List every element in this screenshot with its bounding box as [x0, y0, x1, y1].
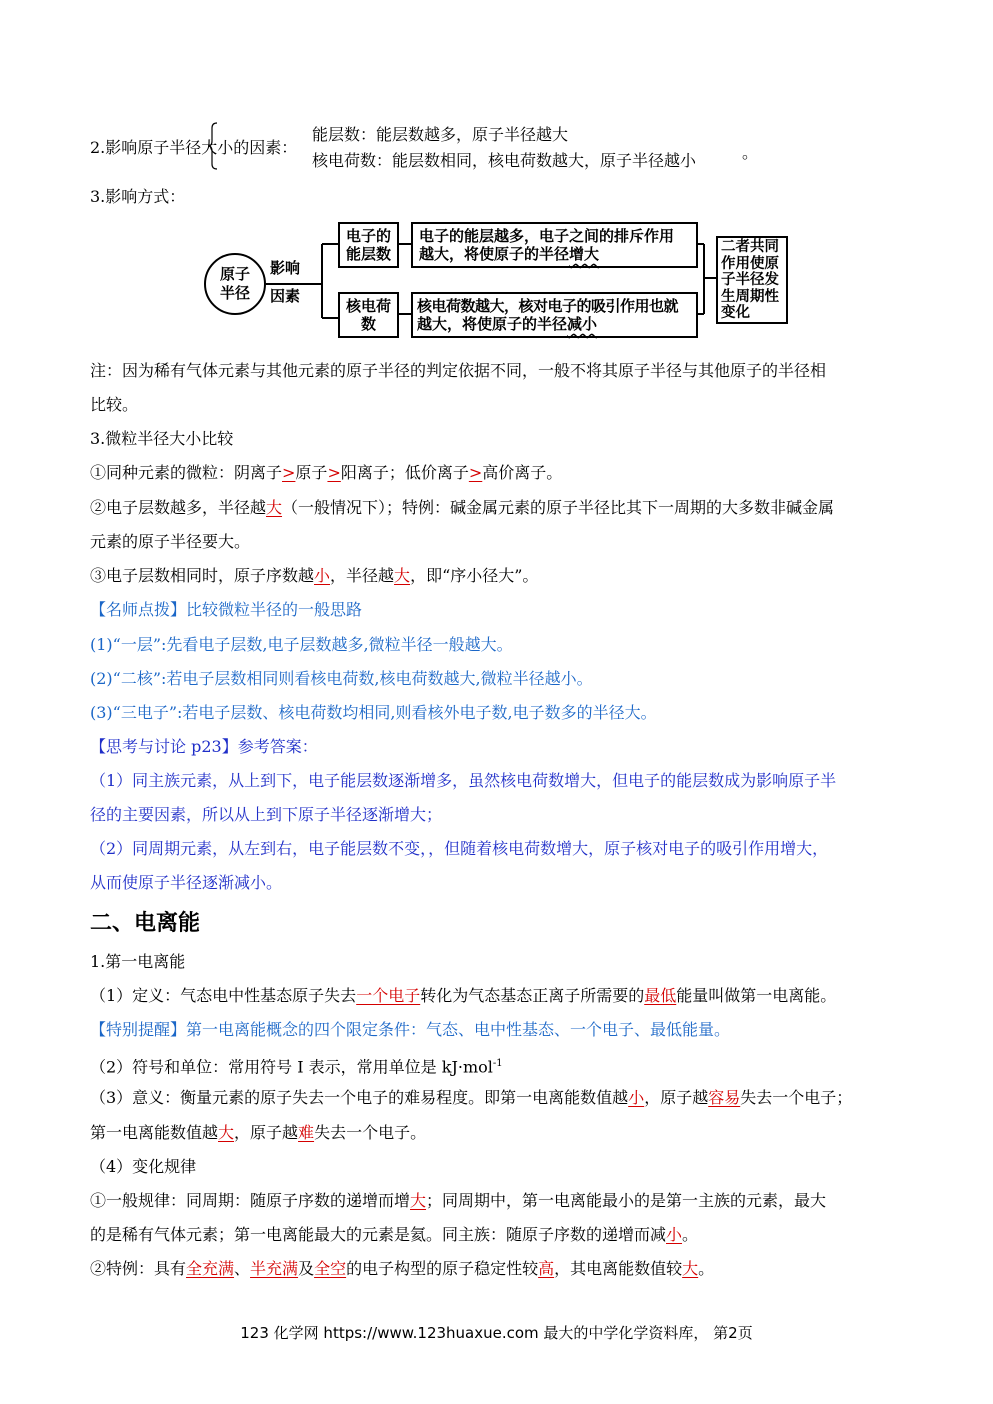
box2-desc-line2: 越大，将使原子的半径 — [417, 315, 568, 333]
exception-line: ②特例：具有全充满、半充满及全空的电子构型的原子稳定性较高，其电离能数值较大。 — [90, 1259, 715, 1278]
factor-item-2: 核电荷数：能层数相同，核电荷数越大，原子半径越小 — [312, 151, 697, 170]
tip-title: 【名师点拨】比较微粒半径的一般思路 — [90, 600, 363, 619]
discuss-answer-2: （2）同周期元素，从左到右，电子能层数不变，，但随着核电荷数增大，原子核对电子的吸引作用增大， — [90, 839, 829, 858]
atom-radius-label: 原子半径 — [219, 265, 250, 302]
box2-desc-line1: 核电荷数越大，核对电子的吸引作用也就 — [417, 297, 679, 315]
compare-rule-2-cont: 元素的原子半径要大。 — [90, 532, 251, 551]
discuss-answer-1: （1）同主族元素，从上到下，电子能层数逐渐增多，虽然核电荷数增大，但电子的能层数成为影响原子半 — [90, 771, 837, 790]
influence-diagram — [204, 218, 794, 343]
discuss-answer-1-cont: 径的主要因素，所以从上到下原子半径逐渐增大； — [90, 805, 443, 824]
rule-line: ①一般规律：同周期：随原子序数的递增而增大；同周期中，第一电离能最小的是第一主族的元素，最大 — [90, 1191, 827, 1210]
factor-label-top: 影响 — [270, 259, 301, 277]
change-title: （4）变化规律 — [90, 1157, 197, 1176]
compare-rule-3: ③电子层数相同时，原子序数越小，半径越大，即“序小径大”。 — [90, 566, 539, 585]
box-electron-layers-desc — [411, 222, 698, 268]
page-footer: 123 化学网 https://www.123huaxue.com 最大的中学化学资料库， 第2页 — [240, 1324, 753, 1342]
meaning-line-cont: 第一电离能数值越大，原子越难失去一个电子。 — [90, 1123, 427, 1142]
factor-end: 。 — [742, 143, 759, 162]
box-result — [716, 236, 788, 324]
box1-desc-emph: 增大 — [569, 245, 600, 263]
box1-desc-line2: 越大，将使原子的半径 — [419, 245, 570, 263]
box-nuclear-charge-title: 核电荷数 — [345, 297, 391, 333]
influence-label: 3.影响方式： — [90, 187, 186, 206]
section-heading-ionization: 二、电离能 — [90, 911, 201, 936]
tip-point-2: (2)“二核”:若电子层数相同则看核电荷数,核电荷数越大,微粒半径越小。 — [90, 669, 593, 688]
tip-point-3: (3)“三电子”:若电子层数、核电荷数均相同,则看核外电子数,电子数多的半径大。 — [90, 703, 657, 722]
factors-label: 2.影响原子半径大小的因素： — [90, 138, 298, 157]
box1-desc-line1: 电子的能层越多，电子之间的排斥作用 — [419, 227, 675, 245]
compare-title: 3.微粒半径大小比较 — [90, 429, 234, 448]
compare-rule-2: ②电子层数越多，半径越大（一般情况下）；特例：碱金属元素的原子半径比其下一周期的大多数非碱金属 — [90, 498, 835, 517]
note-line-2: 比较。 — [90, 395, 139, 414]
compare-rule-1: ①同种元素的微粒：阴离子>原子>阳离子；低价离子>高价离子。 — [90, 463, 563, 482]
special-remind: 【特别提醒】第一电离能概念的四个限定条件：气态、电中性基态、一个电子、最低能量。 — [90, 1020, 731, 1039]
rule-line-cont: 的是稀有气体元素；第一电离能最大的元素是氦。同主族：随原子序数的递增而减小。 — [90, 1225, 699, 1244]
meaning-line: （3）意义：衡量元素的原子失去一个电子的难易程度。即第一电离能数值越小，原子越容易失去一个电子； — [90, 1088, 853, 1107]
box-nuclear-charge-desc — [411, 292, 698, 338]
box-result-text: 二者共同作用使原子半径发生周期性变化 — [721, 239, 779, 321]
note-line-1: 注：因为稀有气体元素与其他元素的原子半径的判定依据不同，一般不将其原子半径与其他原子的半径相 — [90, 361, 827, 380]
section2-sub1: 1.第一电离能 — [90, 952, 186, 971]
box-nuclear-charge — [338, 292, 399, 338]
box2-desc-emph: 减小 — [567, 315, 598, 333]
tip-point-1: (1)“一层”:先看电子层数,电子层数越多,微粒半径一般越大。 — [90, 635, 513, 654]
definition-line: （1）定义：气态电中性基态原子失去一个电子转化为气态基态正离子所需要的最低能量叫做第一电离能。 — [90, 986, 837, 1005]
discuss-answer-2-cont: 从而使原子半径逐渐减小。 — [90, 873, 283, 892]
symbol-unit-line: （2）符号和单位：常用符号 I 表示，常用单位是 kJ·mol$^{-1}$ — [90, 1057, 503, 1077]
atom-radius-circle — [204, 253, 266, 315]
brace-icon — [208, 122, 218, 170]
discuss-title: 【思考与讨论 p23】参考答案： — [90, 737, 318, 756]
factor-item-1: 能层数：能层数越多，原子半径越大 — [312, 125, 569, 144]
box-electron-layers-title: 电子的能层数 — [345, 227, 391, 263]
box-electron-layers — [338, 222, 399, 268]
factor-label-bottom: 因素 — [270, 287, 301, 305]
